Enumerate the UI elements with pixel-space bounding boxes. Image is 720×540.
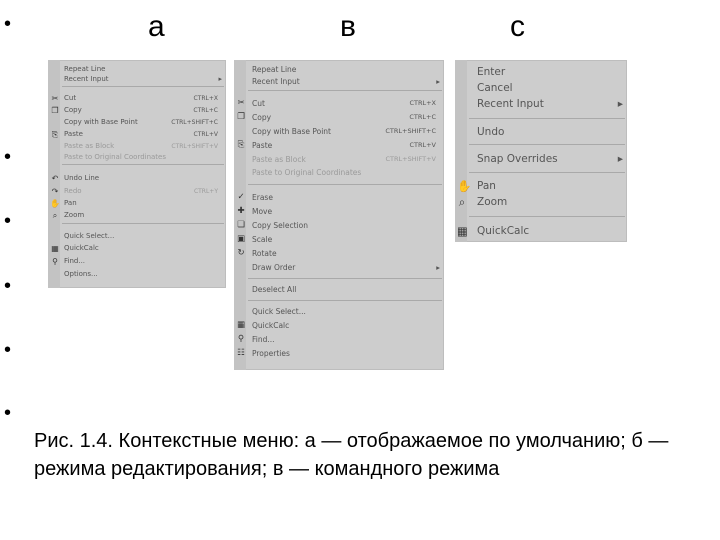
menu-item-label: Zoom xyxy=(64,211,85,219)
menu-item-quick-select[interactable] xyxy=(48,231,226,242)
menu-separator xyxy=(469,118,625,119)
menu-separator xyxy=(248,278,442,279)
bullet: • xyxy=(4,13,12,35)
pan-icon: ✋ xyxy=(50,199,60,208)
figure-caption: Рис. 1.4. Контекстные меню: а — отображаемое по умолчанию; б — режима редактирования; в — командного режима xyxy=(34,430,669,480)
zoom-icon: ⌕ xyxy=(52,211,58,220)
menu-item-label: Paste xyxy=(252,141,273,150)
menu-item-label: Enter xyxy=(477,66,506,78)
properties-icon: ☷ xyxy=(237,348,245,358)
menu-item-copy[interactable] xyxy=(234,112,444,124)
menu-item-quickcalc[interactable] xyxy=(234,320,444,332)
menu-item-recent-input[interactable] xyxy=(234,76,444,88)
menu-item-shortcut: CTRL+X xyxy=(409,99,436,107)
menu-item-copy-selection[interactable] xyxy=(234,220,444,232)
menu-item-label: Erase xyxy=(252,193,273,202)
menu-item-zoom[interactable] xyxy=(48,210,226,221)
pan-icon: ✋ xyxy=(457,179,472,193)
menu-item-paste-to-original-coordinates[interactable] xyxy=(234,167,444,179)
menu-item-undo-line[interactable] xyxy=(48,173,226,184)
calculator-icon: ▦ xyxy=(51,244,59,253)
menu-item-move[interactable] xyxy=(234,206,444,218)
menu-item-shortcut: CTRL+Y xyxy=(193,188,218,195)
menu-item-label: Copy with Base Point xyxy=(252,127,331,136)
menu-item-shortcut: CTRL+SHIFT+C xyxy=(171,119,218,126)
menu-item-label: Quick Select... xyxy=(64,232,115,240)
menu-item-label: Cancel xyxy=(477,82,513,94)
menu-item-label: Redo xyxy=(64,187,82,195)
menu-item-label: Pan xyxy=(477,180,496,192)
submenu-arrow-icon: ▸ xyxy=(617,98,623,110)
scissors-icon: ✂ xyxy=(51,94,59,103)
menu-item-label: Copy xyxy=(64,106,82,114)
copy-icon: ❐ xyxy=(51,106,59,115)
menu-item-label: QuickCalc xyxy=(252,321,290,330)
copy-icon: ❐ xyxy=(237,112,245,122)
menu-item-label: Properties xyxy=(252,349,290,358)
menu-item-shortcut: CTRL+X xyxy=(193,95,218,102)
menu-item-quick-select[interactable] xyxy=(234,306,444,318)
menu-item-label: Repeat Line xyxy=(64,65,106,73)
paste-icon: ⎘ xyxy=(51,130,59,139)
menu-separator xyxy=(62,164,224,165)
heading-b: в xyxy=(340,10,356,43)
submenu-arrow-icon: ▸ xyxy=(617,153,623,165)
submenu-arrow-icon: ▸ xyxy=(436,77,440,86)
menu-item-deselect-all[interactable] xyxy=(234,284,444,296)
menu-item-find[interactable] xyxy=(48,256,226,267)
menu-item-label: Find... xyxy=(252,335,275,344)
move-icon: ✚ xyxy=(237,206,245,216)
menu-item-label: Quick Select... xyxy=(252,307,306,316)
menu-item-label: Move xyxy=(252,207,273,216)
menu-item-shortcut: CTRL+SHIFT+C xyxy=(385,127,436,135)
redo-icon: ↷ xyxy=(51,187,59,196)
menu-item-label: Deselect All xyxy=(252,285,297,294)
menu-item-label: Recent Input xyxy=(252,77,300,86)
menu-item-label: Undo xyxy=(477,126,505,138)
menu-item-copy-with-base-point[interactable] xyxy=(234,126,444,138)
scale-icon: ▣ xyxy=(236,234,246,244)
menu-item-draw-order[interactable] xyxy=(234,262,444,274)
menu-item-quickcalc[interactable] xyxy=(48,243,226,254)
menu-item-redo[interactable] xyxy=(48,186,226,197)
submenu-arrow-icon: ▸ xyxy=(436,263,440,272)
menu-item-pan[interactable] xyxy=(48,198,226,209)
context-menu-edit-mode xyxy=(234,60,444,370)
menu-item-label: Copy xyxy=(252,113,272,122)
menu-item-shortcut: CTRL+SHIFT+V xyxy=(171,143,218,150)
menu-item-recent-input[interactable] xyxy=(455,97,627,112)
menu-item-label: Options... xyxy=(64,270,98,278)
menu-item-copy[interactable] xyxy=(48,105,226,116)
menu-item-label: Rotate xyxy=(252,249,277,258)
menu-item-paste-to-original-coordinates[interactable] xyxy=(48,152,226,163)
menu-item-label: Snap Overrides xyxy=(477,153,558,165)
heading-a: а xyxy=(148,10,165,43)
menu-item-label: QuickCalc xyxy=(64,244,99,252)
menu-item-recent-input[interactable] xyxy=(48,74,226,85)
menu-item-paste-as-block[interactable] xyxy=(234,154,444,166)
menu-item-repeat-line[interactable] xyxy=(234,64,444,76)
calculator-icon: ▦ xyxy=(457,224,468,238)
menu-item-label: Draw Order xyxy=(252,263,296,272)
menu-item-label: QuickCalc xyxy=(477,225,530,237)
menu-item-label: Paste as Block xyxy=(64,142,115,150)
bullet: • xyxy=(4,146,12,168)
menu-item-label: Undo Line xyxy=(64,174,100,182)
menu-item-pan[interactable] xyxy=(455,179,627,194)
menu-item-label: Recent Input xyxy=(64,75,109,83)
context-menu-default xyxy=(48,60,226,288)
calculator-icon: ▦ xyxy=(236,320,246,330)
menu-item-scale[interactable] xyxy=(234,234,444,246)
menu-item-label: Find... xyxy=(64,257,86,265)
menu-item-options[interactable] xyxy=(48,269,226,280)
menu-item-label: Paste as Block xyxy=(252,155,306,164)
menu-item-quickcalc[interactable] xyxy=(455,224,627,239)
menu-item-label: Copy with Base Point xyxy=(64,118,138,126)
menu-separator xyxy=(248,184,442,185)
menu-separator xyxy=(469,144,625,145)
menu-item-label: Cut xyxy=(64,94,77,102)
heading-c: с xyxy=(510,10,525,43)
submenu-arrow-icon: ▸ xyxy=(218,75,222,83)
menu-item-zoom[interactable] xyxy=(455,195,627,210)
menu-separator xyxy=(469,172,625,173)
menu-item-snap-overrides[interactable] xyxy=(455,152,627,167)
menu-item-shortcut: CTRL+C xyxy=(409,113,436,121)
erase-icon: ✓ xyxy=(237,192,245,202)
undo-icon: ↶ xyxy=(51,174,59,183)
menu-item-label: Pan xyxy=(64,199,77,207)
menu-item-erase[interactable] xyxy=(234,192,444,204)
zoom-icon: ⌕ xyxy=(458,195,466,209)
menu-item-paste[interactable] xyxy=(234,140,444,152)
menu-item-shortcut: CTRL+SHIFT+V xyxy=(385,155,436,163)
menu-item-enter[interactable] xyxy=(455,65,627,80)
bullet: • xyxy=(4,402,12,424)
find-icon: ⚲ xyxy=(237,334,245,344)
menu-item-properties[interactable] xyxy=(234,348,444,360)
bullet: • xyxy=(4,275,12,297)
menu-item-label: Paste to Original Coordinates xyxy=(252,168,362,177)
menu-separator xyxy=(469,216,625,217)
copy-selection-icon: ❏ xyxy=(237,220,245,230)
menu-item-label: Zoom xyxy=(477,196,508,208)
menu-item-shortcut: CTRL+V xyxy=(409,141,436,149)
menu-item-cancel[interactable] xyxy=(455,81,627,96)
menu-item-label: Copy Selection xyxy=(252,221,308,230)
bullet: • xyxy=(4,210,12,232)
menu-item-label: Repeat Line xyxy=(252,65,297,74)
menu-item-label: Recent Input xyxy=(477,98,544,110)
menu-separator xyxy=(62,86,224,87)
menu-separator xyxy=(248,300,442,301)
menu-item-copy-with-base-point[interactable] xyxy=(48,117,226,128)
menu-item-paste-as-block[interactable] xyxy=(48,141,226,152)
rotate-icon: ↻ xyxy=(237,248,245,258)
menu-item-cut[interactable] xyxy=(48,93,226,104)
menu-item-cut[interactable] xyxy=(234,98,444,110)
bullet: • xyxy=(4,339,12,361)
menu-item-rotate[interactable] xyxy=(234,248,444,260)
menu-separator xyxy=(62,223,224,224)
menu-item-undo[interactable] xyxy=(455,125,627,140)
scissors-icon: ✂ xyxy=(237,98,245,108)
menu-item-shortcut: CTRL+V xyxy=(193,131,218,138)
paste-icon: ⎘ xyxy=(237,140,245,150)
find-icon: ⚲ xyxy=(52,257,58,266)
menu-item-shortcut: CTRL+C xyxy=(193,107,218,114)
menu-item-label: Paste to Original Coordinates xyxy=(64,153,167,161)
menu-item-label: Scale xyxy=(252,235,273,244)
menu-separator xyxy=(248,90,442,91)
menu-item-paste[interactable] xyxy=(48,129,226,140)
menu-item-label: Cut xyxy=(252,99,265,108)
context-menu-command-mode xyxy=(455,60,627,242)
menu-item-find[interactable] xyxy=(234,334,444,346)
menu-item-label: Paste xyxy=(64,130,83,138)
